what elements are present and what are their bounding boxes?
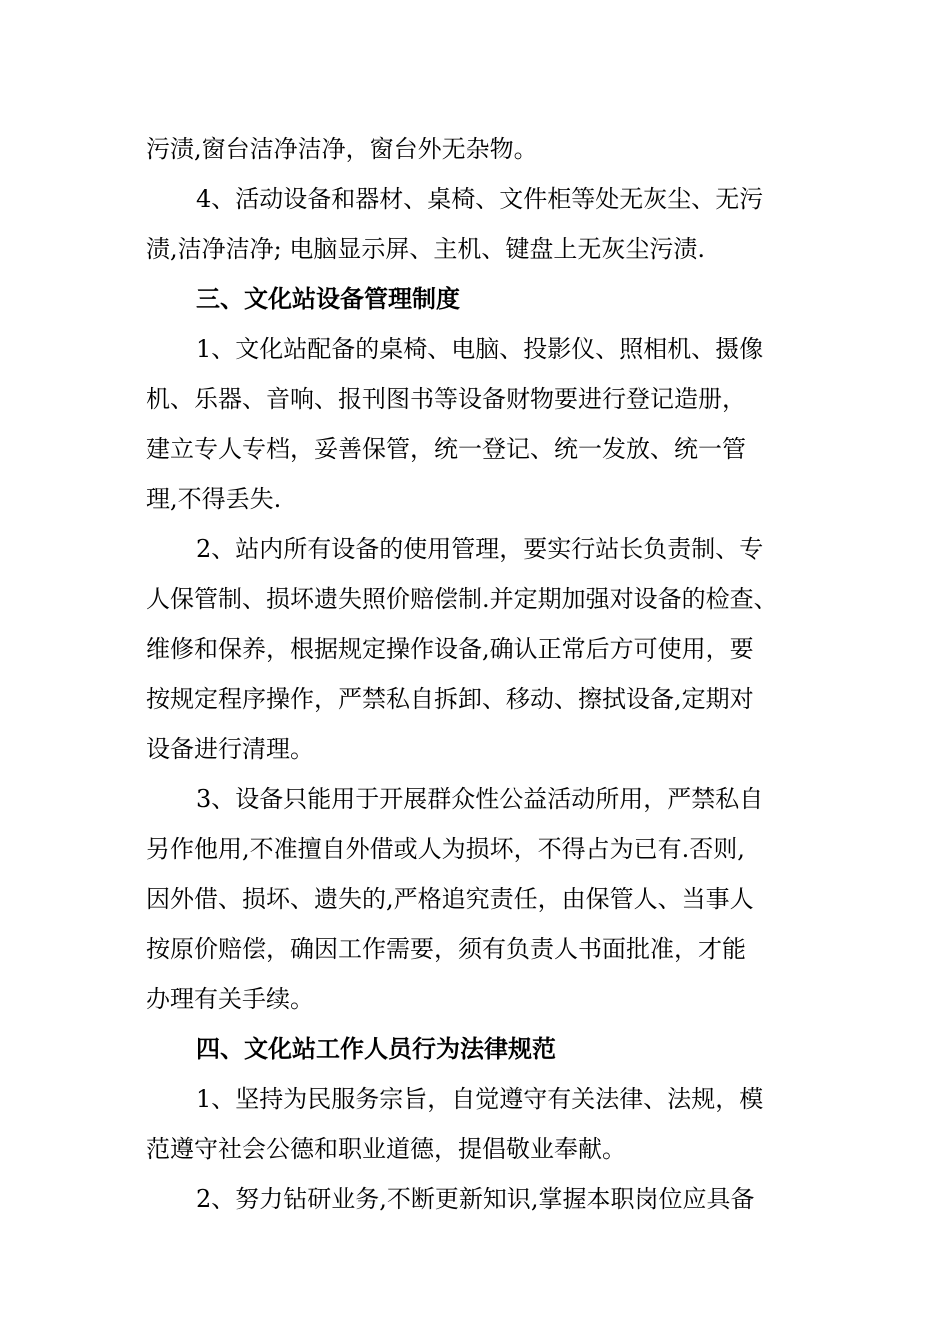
paragraph-line: 因外借、损坏、遗失的,严格追究责任，由保管人、当事人 bbox=[146, 885, 754, 913]
paragraph-line: 按原价赔偿，确因工作需要，须有负责人书面批准，才能 bbox=[146, 935, 746, 963]
paragraph-line: 设备进行清理。 bbox=[146, 735, 314, 763]
paragraph-line: 3、设备只能用于开展群众性公益活动所用，严禁私自 bbox=[196, 785, 764, 813]
paragraph-line: 2、努力钻研业务,不断更新知识,掌握本职岗位应具备 bbox=[196, 1185, 755, 1213]
paragraph-line: 机、乐器、音响、报刊图书等设备财物要进行登记造册， bbox=[146, 385, 746, 413]
paragraph-line: 人保管制、损坏遗失照价赔偿制.并定期加强对设备的检查、 bbox=[146, 585, 778, 613]
paragraph-line: 范遵守社会公德和职业道德，提倡敬业奉献。 bbox=[146, 1135, 626, 1163]
paragraph-line: 污渍,窗台洁净洁净，窗台外无杂物。 bbox=[146, 135, 538, 163]
paragraph-line: 维修和保养，根据规定操作设备,确认正常后方可使用，要 bbox=[146, 635, 754, 663]
paragraph-line: 1、文化站配备的桌椅、电脑、投影仪、照相机、摄像 bbox=[196, 335, 764, 363]
paragraph-line: 办理有关手续。 bbox=[146, 985, 314, 1013]
paragraph-line: 4、活动设备和器材、桌椅、文件柜等处无灰尘、无污 bbox=[196, 185, 764, 213]
paragraph-line: 另作他用,不准擅自外借或人为损坏，不得占为已有.否则, bbox=[146, 835, 745, 863]
section-heading: 三、文化站设备管理制度 bbox=[196, 285, 460, 313]
paragraph-line: 1、坚持为民服务宗旨，自觉遵守有关法律、法规，模 bbox=[196, 1085, 764, 1113]
paragraph-line: 渍,洁净洁净; 电脑显示屏、主机、键盘上无灰尘污渍. bbox=[146, 235, 705, 263]
paragraph-line: 按规定程序操作，严禁私自拆卸、移动、擦拭设备,定期对 bbox=[146, 685, 754, 713]
paragraph-line: 2、站内所有设备的使用管理，要实行站长负责制、专 bbox=[196, 535, 764, 563]
paragraph-line: 理,不得丢失. bbox=[146, 485, 282, 513]
paragraph-line: 建立专人专档，妥善保管，统一登记、统一发放、统一管 bbox=[146, 435, 746, 463]
section-heading: 四、文化站工作人员行为法律规范 bbox=[196, 1035, 556, 1063]
